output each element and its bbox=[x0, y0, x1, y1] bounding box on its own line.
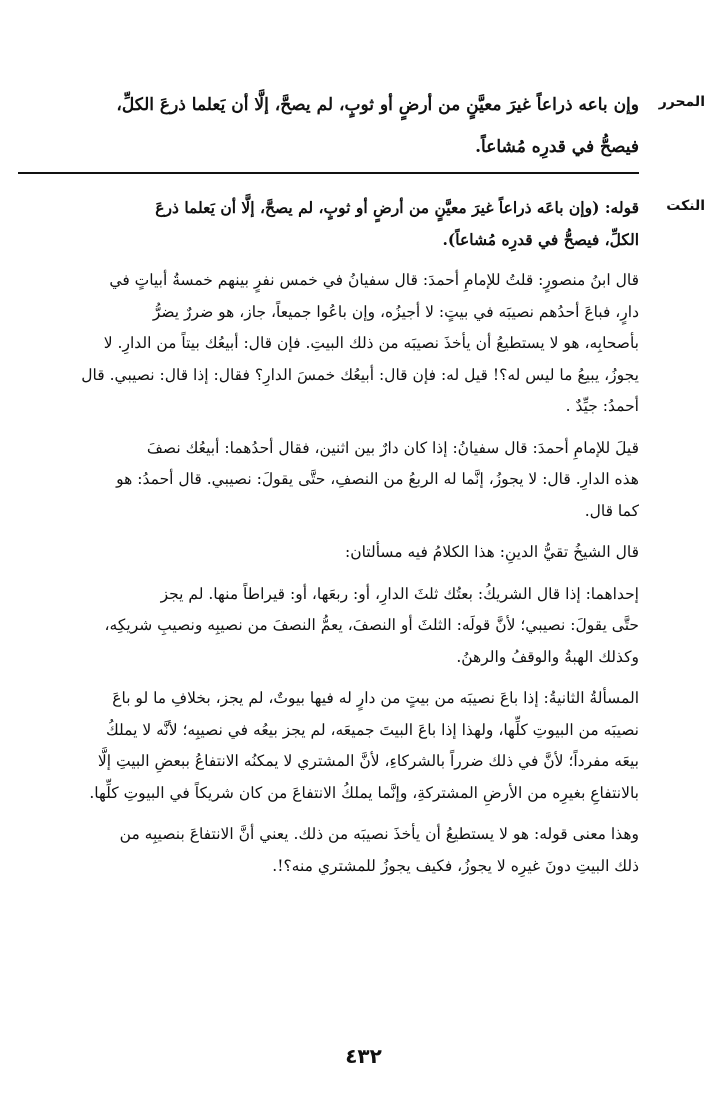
paragraph-line: دارٍ، فباعَ أحدُهم نصيبَه في بيتٍ: لا أجيزُه، وإن باعُوا جميعاً، جاز، هو ضررٌ يضرُّ bbox=[152, 302, 639, 321]
paragraph-line: قيلَ للإمامِ أحمدَ: قال سفيانُ: إذا كان دارٌ بين اثنين، فقال أحدُهما: أبيعُك نصفَ bbox=[146, 438, 639, 457]
paragraph-line: ذلك البيتِ دونَ غيرِه لا يجوزُ، فكيف يجوزُ للمشتري منه؟!. bbox=[272, 856, 639, 875]
muharrar-line: فيصحُّ في قدرِه مُشاعاً. bbox=[475, 137, 639, 157]
paragraph-line: بأصحابِه، هو لا يستطيعُ أن يأخذَ نصيبَه من ذلك البيتِ. فإن قال: أبيعُك بيتاً من الدارِ. لا bbox=[103, 334, 639, 352]
muharrar-text bbox=[18, 84, 639, 168]
paragraph-line: نصيبَه من البيوتِ كلِّها، ولهذا إذا باعَ البيتَ جميعَه، لم يجز بيعُه في نصيبِه؛ لأنَّه لا يملكُ bbox=[105, 720, 639, 739]
paragraph-line: قال الشيخُ تقيُّ الدينِ: هذا الكلامُ فيه مسألتان: bbox=[344, 543, 639, 561]
muharrar-label: المحرر bbox=[658, 94, 705, 110]
paragraph-line: وكذلك الهبةُ والوقفُ والرهنُ. bbox=[456, 647, 639, 666]
muharrar-line: وإن باعه ذراعاً غيرَ معيَّنٍ من أرضٍ أو ثوبٍ، لم يصحَّ، إلَّا أن يَعلما ذرعَ الكلِّ، bbox=[116, 95, 639, 115]
paragraph-line: بيعَه مفرداً؛ لأنَّ في ذلك ضرراً بالشركاءِ، لأنَّ المشتري لا يمكنُه الانتفاعُ ببعضِ البيتِ إلَّا bbox=[97, 752, 639, 770]
paragraph-line: حتَّى يقولَ: نصيبي؛ لأنَّ قولَه: الثلثَ أو النصفَ، يعمُّ النصفَ من نصيبِه ونصيبِ شريكِه، bbox=[104, 616, 639, 634]
paragraph-line: الكلِّ، فيصحُّ في قدرِه مُشاعاً). bbox=[442, 229, 639, 249]
paragraph-line: كما قال. bbox=[584, 501, 639, 520]
page-number: ٤٣٢ bbox=[345, 1044, 382, 1068]
section-divider bbox=[18, 172, 639, 174]
quoted-text-paragraph bbox=[18, 192, 639, 255]
paragraph-line: وهذا معنى قوله: هو لا يستطيعُ أن يأخذَ نصيبَه من ذلك. يعني أنَّ الانتفاعَ بنصيبِه من bbox=[119, 825, 639, 843]
ibn-mansur-paragraph bbox=[18, 265, 639, 423]
meaning-paragraph bbox=[18, 819, 639, 882]
paragraph-line: المسألةُ الثانيةُ: إذا باعَ نصيبَه من بيتٍ من دارٍ له فيها بيوتٌ، لم يجز، بخلافِ ما لو باعَ bbox=[112, 689, 639, 707]
second-issue-paragraph bbox=[18, 683, 639, 809]
paragraph-line: أحمدُ: جيِّدٌ . bbox=[565, 397, 639, 415]
paragraph-line: قال ابنُ منصورٍ: قلتُ للإمامِ أحمدَ: قال سفيانُ في خمس نفرٍ بينهم خمسةُ أبياتٍ في bbox=[109, 271, 639, 289]
paragraph-line: قوله: (وإن باعَه ذراعاً غيرَ معيَّنٍ من أرضٍ أو ثوبٍ، لم يصحَّ، إلَّا أن يَعلما ذرعَ bbox=[155, 198, 639, 217]
nukat-text bbox=[18, 192, 639, 888]
paragraph-line: بالانتفاعِ بغيرِه من الأرضِ المشتركةِ، وإنَّما يملكُ الانتفاعَ من كان شريكاً في البيوتِ كلِّها. bbox=[89, 783, 639, 802]
sufyan-paragraph bbox=[18, 433, 639, 528]
paragraph-line: إحداهما: إذا قال الشريكُ: بعتُك ثلثَ الدارِ، أو: ربعَها، أو: قيراطاً منها. لم يجز bbox=[160, 584, 639, 603]
nukat-label: النكت bbox=[666, 198, 705, 214]
paragraph-line: هذه الدارِ. قال: لا يجوزُ، إنَّما له الربعُ من النصفِ، حتَّى يقولَ: نصيبي. قال أحمدُ: هو bbox=[116, 470, 639, 488]
first-issue-paragraph bbox=[18, 579, 639, 674]
taqi-al-din-paragraph bbox=[18, 537, 639, 569]
paragraph-line: يجوزُ، يبيعُ ما ليس له؟! قيل له: فإن قال: أبيعُك خمسَ الدارِ؟ فقال: إذا قال: نصيبي. قال bbox=[81, 365, 639, 384]
